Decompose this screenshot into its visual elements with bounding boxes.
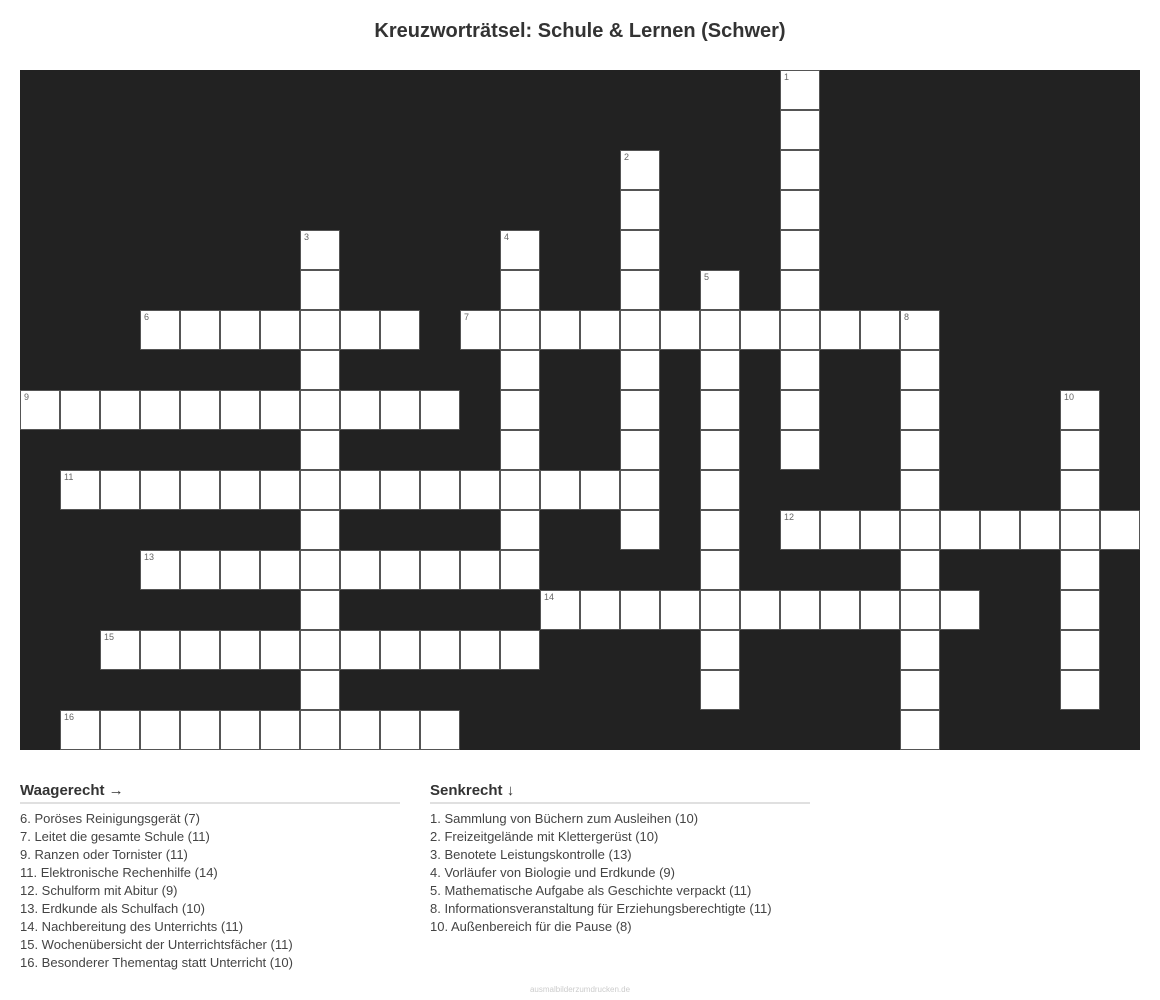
grid-cell[interactable] [1060, 510, 1100, 550]
grid-cell[interactable] [780, 270, 820, 310]
grid-cell[interactable] [300, 310, 340, 350]
grid-cell[interactable] [220, 550, 260, 590]
grid-cell[interactable] [340, 710, 380, 750]
grid-cell[interactable] [700, 510, 740, 550]
grid-cell[interactable] [1060, 470, 1100, 510]
grid-cell[interactable] [1060, 390, 1100, 430]
clue-number: 4 [504, 232, 510, 242]
grid-cell[interactable] [900, 550, 940, 590]
grid-cell[interactable] [140, 710, 180, 750]
grid-cell[interactable] [60, 390, 100, 430]
clue-number: 9 [24, 392, 30, 402]
grid-cell[interactable] [900, 430, 940, 470]
grid-cell[interactable] [700, 670, 740, 710]
grid-cell[interactable] [340, 390, 380, 430]
clue-number: 1 [784, 72, 790, 82]
grid-cell[interactable] [740, 590, 780, 630]
clue-across: 9. Ranzen oder Tornister (11) [20, 847, 188, 862]
clue-across: 14. Nachbereitung des Unterrichts (11) [20, 919, 244, 934]
grid-cell[interactable] [780, 190, 820, 230]
grid-cell[interactable] [180, 710, 220, 750]
grid-cell[interactable] [60, 710, 100, 750]
grid-cell[interactable] [1060, 550, 1100, 590]
grid-cell[interactable] [500, 390, 540, 430]
clue-down: 8. Informationsveranstaltung für Erziehungsberechtigte (11) [430, 901, 772, 916]
page-title: Kreuzworträtsel: Schule & Lernen (Schwer) [374, 20, 786, 42]
clue-down: 1. Sammlung von Büchern zum Ausleihen (10) [430, 811, 699, 826]
grid-cell[interactable] [660, 310, 700, 350]
grid-cell[interactable] [340, 550, 380, 590]
grid-cell[interactable] [420, 710, 460, 750]
grid-cell[interactable] [780, 70, 820, 110]
grid-cell[interactable] [700, 350, 740, 390]
grid-cell[interactable] [500, 510, 540, 550]
clue-across: 7. Leitet die gesamte Schule (11) [20, 829, 210, 844]
grid-cell[interactable] [1100, 510, 1140, 550]
grid-cell[interactable] [700, 270, 740, 310]
clues-across-list [20, 810, 400, 972]
grid-cell[interactable] [300, 550, 340, 590]
grid-cell[interactable] [300, 590, 340, 630]
grid-cell[interactable] [140, 630, 180, 670]
grid-cell[interactable] [980, 510, 1020, 550]
grid-cell[interactable] [340, 630, 380, 670]
grid-cell[interactable] [700, 310, 740, 350]
grid-cell[interactable] [460, 550, 500, 590]
grid-cell[interactable] [220, 470, 260, 510]
clues-down-heading: Senkrecht ↓ [430, 780, 810, 804]
grid-cell[interactable] [1060, 630, 1100, 670]
grid-cell[interactable] [620, 510, 660, 550]
grid-cell[interactable] [860, 590, 900, 630]
crossword-grid [20, 70, 1140, 750]
grid-cell[interactable] [420, 550, 460, 590]
grid-cell[interactable] [620, 390, 660, 430]
grid-cell[interactable] [700, 590, 740, 630]
clue-number: 3 [304, 232, 310, 242]
clue-number: 10 [1064, 392, 1075, 402]
grid-cell[interactable] [300, 430, 340, 470]
clue-number: 12 [784, 512, 795, 522]
grid-cell[interactable] [380, 470, 420, 510]
grid-cell[interactable] [380, 310, 420, 350]
grid-cell[interactable] [100, 710, 140, 750]
grid-cell[interactable] [380, 630, 420, 670]
grid-cell[interactable] [940, 590, 980, 630]
grid-cell[interactable] [780, 390, 820, 430]
grid-cell[interactable] [900, 670, 940, 710]
grid-cell[interactable] [260, 550, 300, 590]
grid-cell[interactable] [1060, 430, 1100, 470]
grid-cell[interactable] [260, 470, 300, 510]
grid-cell[interactable] [340, 470, 380, 510]
grid-cell[interactable] [460, 630, 500, 670]
grid-cell[interactable] [780, 350, 820, 390]
grid-cell[interactable] [420, 630, 460, 670]
clue-number: 6 [144, 312, 150, 322]
grid-cell[interactable] [620, 150, 660, 190]
clues-across-heading: Waagerecht → [20, 780, 400, 804]
grid-cell[interactable] [780, 430, 820, 470]
grid-cell[interactable] [460, 310, 500, 350]
grid-cell[interactable] [380, 550, 420, 590]
grid-cell[interactable] [300, 230, 340, 270]
grid-cell[interactable] [500, 350, 540, 390]
grid-cell[interactable] [540, 310, 580, 350]
grid-cell[interactable] [820, 310, 860, 350]
grid-cell[interactable] [140, 310, 180, 350]
grid-cell[interactable] [620, 310, 660, 350]
grid-cell[interactable] [900, 590, 940, 630]
grid-cell[interactable] [820, 590, 860, 630]
grid-cell[interactable] [900, 630, 940, 670]
grid-cell[interactable] [900, 350, 940, 390]
grid-cell[interactable] [700, 630, 740, 670]
grid-cell[interactable] [860, 510, 900, 550]
clue-number: 13 [144, 552, 155, 562]
grid-cell[interactable] [300, 350, 340, 390]
grid-cell[interactable] [180, 630, 220, 670]
grid-cell[interactable] [620, 590, 660, 630]
grid-cell[interactable] [180, 390, 220, 430]
grid-cell[interactable] [580, 310, 620, 350]
clue-down: 2. Freizeitgelände mit Klettergerüst (10) [430, 829, 659, 844]
grid-cell[interactable] [620, 270, 660, 310]
grid-cell[interactable] [900, 510, 940, 550]
grid-cell[interactable] [1020, 510, 1060, 550]
grid-cell[interactable] [740, 310, 780, 350]
grid-cell[interactable] [500, 230, 540, 270]
grid-cell[interactable] [180, 470, 220, 510]
clue-number: 16 [64, 712, 75, 722]
clue-down: 5. Mathematische Aufgabe als Geschichte verpackt (11) [430, 883, 752, 898]
grid-cell[interactable] [780, 230, 820, 270]
grid-cell[interactable] [220, 710, 260, 750]
clue-across: 15. Wochenübersicht der Unterrichtsfächer (11) [20, 937, 293, 952]
grid-cell[interactable] [620, 470, 660, 510]
clue-number: 11 [64, 472, 74, 482]
clue-down: 4. Vorläufer von Biologie und Erdkunde (9) [430, 865, 675, 880]
grid-cell[interactable] [580, 590, 620, 630]
clue-across: 12. Schulform mit Abitur (9) [20, 883, 178, 898]
grid-cell[interactable] [940, 510, 980, 550]
grid-cell[interactable] [300, 670, 340, 710]
clue-down: 10. Außenbereich für die Pause (8) [430, 919, 632, 934]
grid-cell[interactable] [140, 470, 180, 510]
grid-cell[interactable] [420, 390, 460, 430]
grid-cell[interactable] [100, 390, 140, 430]
grid-cell[interactable] [860, 310, 900, 350]
clue-across: 11. Elektronische Rechenhilfe (14) [20, 865, 218, 880]
footer-credit: ausmalbilderzumdrucken.de [529, 985, 631, 994]
clue-across: 13. Erdkunde als Schulfach (10) [20, 901, 205, 916]
grid-cell[interactable] [460, 470, 500, 510]
grid-cell[interactable] [20, 390, 60, 430]
grid-cell[interactable] [260, 390, 300, 430]
grid-cell[interactable] [300, 390, 340, 430]
clues-across-section [20, 780, 400, 972]
grid-cell[interactable] [180, 550, 220, 590]
clue-across: 6. Poröses Reinigungsgerät (7) [20, 811, 200, 826]
grid-cell[interactable] [180, 310, 220, 350]
grid-cell[interactable] [380, 710, 420, 750]
grid-cell[interactable] [260, 310, 300, 350]
clue-across: 16. Besonderer Thementag statt Unterricht (10) [20, 955, 293, 970]
grid-cell[interactable] [700, 550, 740, 590]
grid-cell[interactable] [620, 230, 660, 270]
clue-number: 5 [704, 272, 710, 282]
grid-cell[interactable] [500, 270, 540, 310]
grid-cell[interactable] [340, 310, 380, 350]
grid-cell[interactable] [660, 590, 700, 630]
grid-cell[interactable] [780, 310, 820, 350]
grid-cell[interactable] [300, 710, 340, 750]
grid-cell[interactable] [220, 390, 260, 430]
grid-cell[interactable] [300, 470, 340, 510]
grid-cell[interactable] [900, 310, 940, 350]
grid-cell[interactable] [140, 550, 180, 590]
grid-cell[interactable] [220, 630, 260, 670]
grid-cell[interactable] [500, 630, 540, 670]
grid-cell[interactable] [380, 390, 420, 430]
grid-cell[interactable] [300, 510, 340, 550]
grid-cell[interactable] [260, 630, 300, 670]
grid-cell[interactable] [900, 390, 940, 430]
grid-cell[interactable] [900, 710, 940, 750]
grid-cell[interactable] [620, 430, 660, 470]
clue-number: 7 [464, 312, 470, 322]
grid-cell[interactable] [60, 470, 100, 510]
grid-cell[interactable] [300, 270, 340, 310]
grid-cell[interactable] [540, 470, 580, 510]
grid-cell[interactable] [500, 550, 540, 590]
grid-cell[interactable] [540, 590, 580, 630]
grid-cell[interactable] [500, 310, 540, 350]
grid-cell[interactable] [500, 430, 540, 470]
clues-down-list [430, 810, 810, 936]
grid-cell[interactable] [780, 590, 820, 630]
clue-number: 2 [624, 152, 630, 162]
grid-cell[interactable] [300, 630, 340, 670]
grid-cell[interactable] [100, 470, 140, 510]
grid-cell[interactable] [1060, 590, 1100, 630]
grid-cell[interactable] [780, 510, 820, 550]
clue-down: 3. Benotete Leistungskontrolle (13) [430, 847, 632, 862]
grid-cell[interactable] [620, 190, 660, 230]
grid-cell[interactable] [580, 470, 620, 510]
grid-cell[interactable] [100, 630, 140, 670]
clue-number: 15 [104, 632, 115, 642]
grid-cell[interactable] [1060, 670, 1100, 710]
grid-cell[interactable] [420, 470, 460, 510]
grid-cell[interactable] [900, 470, 940, 510]
clue-number: 14 [544, 592, 555, 602]
grid-cell[interactable] [780, 150, 820, 190]
clue-number: 8 [904, 312, 910, 322]
grid-cell[interactable] [700, 470, 740, 510]
grid-cell[interactable] [220, 310, 260, 350]
grid-cell[interactable] [620, 350, 660, 390]
grid-cell[interactable] [700, 390, 740, 430]
grid-cell[interactable] [820, 510, 860, 550]
grid-cell[interactable] [140, 390, 180, 430]
clues-down-section [430, 780, 810, 936]
grid-cell[interactable] [780, 110, 820, 150]
grid-cell[interactable] [700, 430, 740, 470]
grid-cell[interactable] [500, 470, 540, 510]
grid-cell[interactable] [260, 710, 300, 750]
